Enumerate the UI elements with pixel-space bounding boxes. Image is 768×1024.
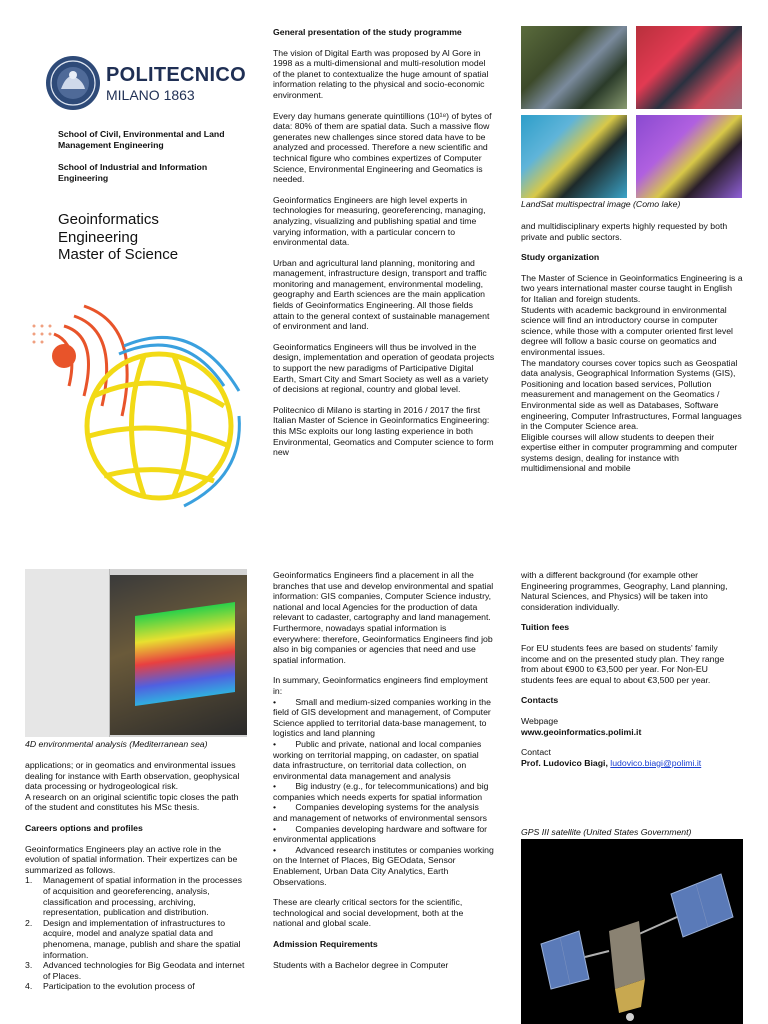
list-item: 1. Management of spatial information in the processes of acquisition and georeferencing, analysis, classification and processing, archiving, representation, publication and distribution.: [25, 875, 242, 918]
contacts-heading: Contacts: [521, 695, 559, 706]
globe-logo-graphic: [24, 296, 249, 516]
list-item: 4. Participation to the evolution process of: [25, 981, 195, 992]
list-item: • Small and medium-sized companies working in the field of GIS development and management, of Computer Science applied to territorial data-base management, to logistics and land planning: [273, 696, 491, 739]
list-item: 2. Design and implementation of infrastructures to acquire, model and analyze spatial data and phenomena, manage, publish and share the spatial information.: [25, 917, 241, 960]
contact-line: [521, 758, 743, 769]
paragraph: The vision of Digital Earth was proposed by Al Gore in 1998 as a multi-dimensional and multi-resolution model of the planet to contextualize the huge amount of spatial information relating to the physical and socio-economic environment.: [273, 47, 489, 100]
paragraph: Urban and agricultural land planning, monitoring and management, infrastructure design, transport and traffic monitoring and management, environmental modeling, geography and Earth sciences are the main application fields of Geoinformatics Engineering. All those fields attain to the general context of sustainable management of environment and land.: [273, 257, 490, 332]
paragraph: applications; or in geomatics and environmental issues dealing for instance with Earth observation, geophysical data processing or hydrogeological risk. A research on an original scientific topic closes the path of the student and constitutes his MSc thesis.: [25, 760, 240, 813]
program-title-line-1: Geoinformatics: [58, 211, 159, 228]
paragraph: Geoinformatics Engineers are high level experts in technologies for measuring, georeferencing, managing, analyzing, visualizing and publishing spatial and time varying information, with a particular concern to environmental data.: [273, 194, 486, 248]
program-title-line-2: Engineering: [58, 228, 139, 246]
satellite-icon: [521, 839, 743, 1024]
politecnico-logo: [45, 55, 246, 113]
politecnico-seal-icon: [45, 55, 101, 111]
expertise-list: [25, 875, 247, 992]
landsat-image-4: [636, 115, 742, 198]
list-item: • Big industry (e.g., for telecommunications) and big companies which needs experts for spatial information: [273, 781, 489, 802]
paragraph: Geoinformatics Engineers will thus be involved in the design, implementation and operation of geodata projects to support the new paradigms of Participative Digital Earth, Smart City and Smart Society as well as a variety of decisions at regional, country and global level.: [273, 341, 495, 395]
env-app-sidebar: [25, 569, 110, 737]
webpage-url[interactable]: www.geoinformatics.polimi.it: [521, 726, 642, 737]
paragraph: with a different background (for example other Engineering programmes, Geography, Land planning, Natural Sciences, and Physics) will be taken into consideration individually.: [521, 570, 728, 612]
list-item: • Advanced research institutes or companies working on the Internet of Places, Big GEOdata, Sensor Enablement, Urban Data City Analytics, Earth Observations.: [273, 844, 494, 887]
landsat-caption: LandSat multispectral image (Como lake): [521, 199, 681, 209]
paragraph: Geoinformatics Engineers find a placement in all the branches that use and develop environmental and spatial information: GIS companies, Computer Science industry, national and local Agencies for the production of data relevant to cadaster, cartography and land management. Furthermore, nowadays spatial information is everywhere: therefore, Geoinformatics Engineers find job also in big companies or agencies that need and use spatial information.: [273, 570, 494, 665]
gps-satellite-image: [521, 839, 743, 1024]
contact-label: Contact: [521, 747, 551, 758]
paragraph: For EU students fees are based on students' family income and on the presented study plan. They range from about €900 to €3,500 per year. For Non-EU students fees are equal to about €3,500 per year.: [521, 642, 725, 685]
env-analysis-image: [25, 569, 247, 737]
landsat-image-2: [636, 26, 742, 109]
general-presentation-section: [273, 27, 495, 468]
env-analysis-caption: 4D environmental analysis (Mediterranean sea): [25, 739, 208, 749]
paragraph: Students with a Bachelor degree in Computer: [273, 959, 449, 970]
paragraph: Geoinformatics Engineers play an active role in the evolution of spatial information. Their expertizes can be summarized as follows.: [25, 843, 238, 875]
general-presentation-heading: General presentation of the study programme: [273, 27, 462, 37]
paragraph: Politecnico di Milano is starting in 2016 / 2017 the first Italian Master of Science in Geoinformatics Engineering: this MSc exploits our long lasting experience in both Environmental, Geomatics and Computer science to form new: [273, 404, 494, 458]
logo-city: MILANO 1863: [106, 87, 195, 103]
school-2: School of Industrial and Information Engineering: [58, 162, 208, 183]
program-title-line-3: Master of Science: [58, 246, 179, 263]
admission-heading: Admission Requirements: [273, 939, 378, 949]
env-data-cube: [135, 602, 235, 706]
careers-section: [25, 760, 247, 992]
employment-list: [273, 697, 495, 888]
logo-name: POLITECNICO: [106, 64, 246, 86]
list-item: 3. Advanced technologies for Big Geodata and internet of Places.: [25, 960, 245, 981]
tuition-fees-heading: Tuition fees: [521, 622, 570, 633]
list-item: • Public and private, national and local companies working on territorial mapping, on cadaster, on spatial data infrastructure, on territorial data collection, on environmental data management and analysis: [273, 738, 482, 781]
gps-caption: GPS III satellite (United States Government): [521, 827, 692, 837]
study-organization-section: [521, 221, 743, 484]
paragraph: and multidisciplinary experts highly requested by both private and public sectors.: [521, 221, 728, 242]
fees-contacts-section: [521, 570, 743, 768]
landsat-image-3: [521, 115, 627, 198]
paragraph: The Master of Science in Geoinformatics Engineering is a two years international master course taught in English for Italian and foreign students. Students with academic background in environmental science will find an introductory course in computer science, while those with a computer oriented first level degree will follow a basic course on geomatics and environmental issues. The mandatory courses cover topics such as Geospatial data analysis, Geographical Information Systems (GIS), Positioning and location based services, Pollution measurement and management on the Geomatics / Environmental side as well as Databases, Software engineering, Computer Infrastructures, Formal languages in the Computer Science area. Eligible courses will allow students to deepen their expertise either in computer programming and computer systems design, dealing for instance with multidimensional and mobile: [521, 272, 743, 474]
study-organization-heading: Study organization: [521, 252, 600, 263]
landsat-image-1: [521, 26, 627, 109]
list-item: • Companies developing systems for the analysis and management of networks of environmental sensors: [273, 802, 487, 824]
employment-section: [273, 570, 495, 980]
contact-name: Prof. Ludovico Biagi,: [521, 757, 611, 768]
paragraph: Every day humans generate quintillions (10¹⁸) of bytes of data: 80% of them are spatial data. Such a massive flow generates new challenges since stored data have to be analyzed and processed. Therefore a new scientific and technical figure who combines expertizes of Computer Science, Environmental Engineering and Geomatics is needed.: [273, 110, 492, 185]
school-1: School of Civil, Environmental and Land Management Engineering: [58, 129, 225, 150]
list-item: • Companies developing hardware and software for environmental applications: [273, 823, 488, 845]
paragraph: These are clearly critical sectors for the scientific, technological and social development, both at the national and global scale.: [273, 897, 464, 929]
webpage-label: Webpage: [521, 715, 559, 726]
careers-heading: Careers options and profiles: [25, 822, 143, 833]
contact-email-link[interactable]: ludovico.biagi@polimi.it: [610, 757, 702, 768]
paragraph: In summary, Geoinformatics engineers find employment in:: [273, 675, 488, 696]
program-title: [58, 211, 178, 264]
